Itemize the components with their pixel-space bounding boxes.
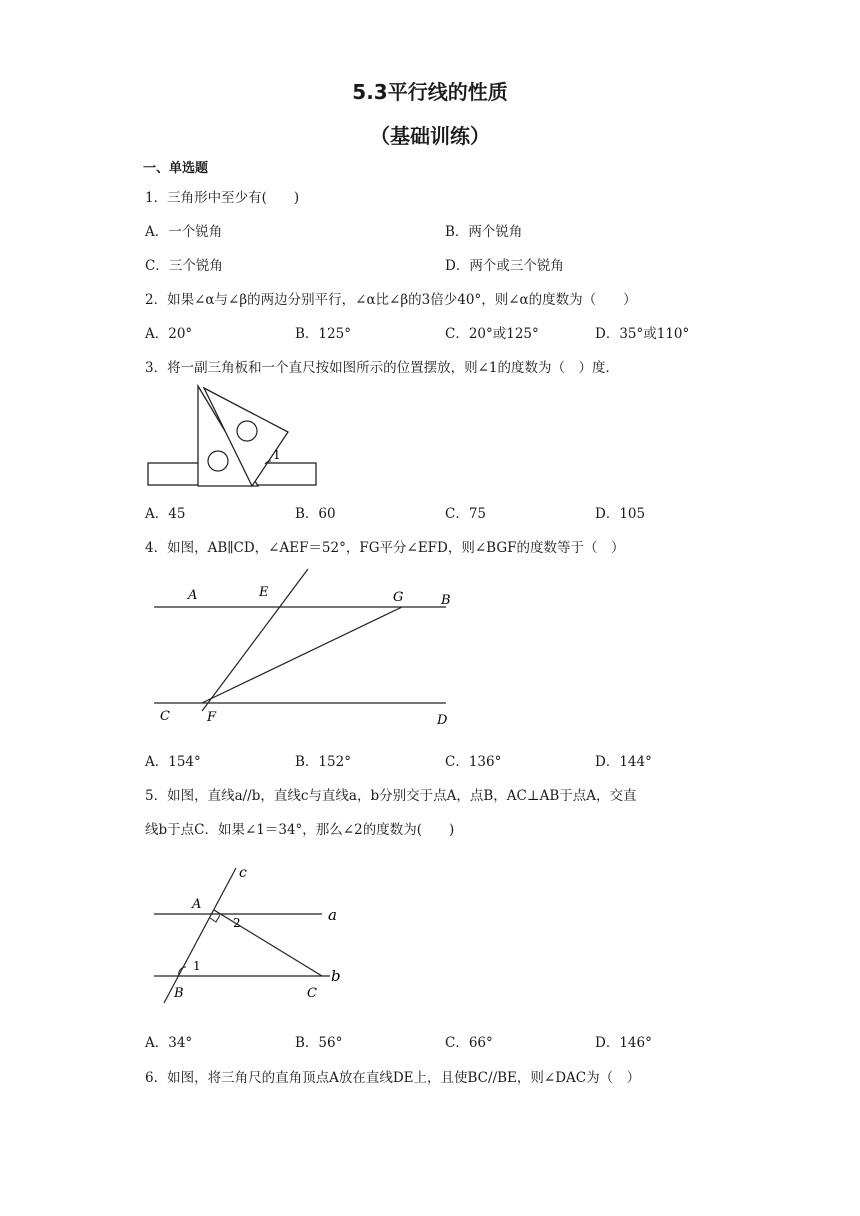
- section-heading: 一、单选题: [143, 161, 209, 176]
- question-1-stem: 1．三角形中至少有( ): [145, 190, 300, 206]
- question-5-option-b: B．56°: [295, 1035, 343, 1051]
- question-1-option-d: D．两个或三个锐角: [445, 258, 564, 274]
- question-2-stem: 2．如果∠α与∠β的两边分别平行，∠α比∠β的3倍少40°，则∠α的度数为（ ）: [145, 292, 637, 308]
- question-4-figure: [148, 566, 458, 732]
- right-angle-mark: [210, 915, 220, 922]
- question-5-option-d: D．146°: [595, 1035, 652, 1051]
- label-point-a: A: [192, 897, 202, 912]
- line-fg: [202, 607, 402, 703]
- segment-ac: [214, 910, 322, 976]
- question-4-stem: 4．如图，AB∥CD，∠AEF＝52°，FG平分∠EFD，则∠BGF的度数等于（ ）: [145, 540, 625, 556]
- question-4-option-a: A．154°: [145, 754, 201, 770]
- question-2-option-b: B．125°: [295, 326, 351, 342]
- question-5-option-c: C．66°: [445, 1035, 493, 1051]
- question-4-option-b: B．152°: [295, 754, 351, 770]
- question-1-option-c: C．三个锐角: [145, 258, 223, 274]
- label-angle-2: 2: [233, 916, 241, 930]
- question-5-stem-continued: 线b于点C．如果∠1＝34°，那么∠2的度数为( ): [145, 822, 455, 838]
- question-2-option-c: C．20°或125°: [445, 326, 539, 342]
- question-5-stem: 5．如图，直线a//b，直线c与直线a，b分别交于点A，点B，AC⊥AB于点A，交直: [145, 788, 637, 804]
- question-3-option-a: A．45: [145, 506, 186, 522]
- question-3-option-b: B．60: [295, 506, 336, 522]
- line-c: [164, 868, 236, 1003]
- label-a: A: [188, 588, 198, 603]
- label-angle-1: 1: [193, 959, 201, 973]
- page-title: 5.3平行线的性质: [352, 80, 508, 104]
- question-3-figure: [140, 383, 330, 491]
- question-3-option-c: C．75: [445, 506, 487, 522]
- question-4-option-c: C．136°: [445, 754, 502, 770]
- label-a-line: a: [328, 906, 337, 924]
- question-6-stem: 6．如图，将三角尺的直角顶点A放在直线DE上，且使BC//BE，则∠DAC为（ ）: [145, 1070, 641, 1086]
- question-3-stem: 3．将一副三角板和一个直尺按如图所示的位置摆放，则∠1的度数为（ ）度．: [145, 360, 619, 376]
- label-c-line: c: [239, 865, 247, 881]
- label-e: E: [259, 585, 269, 600]
- page-subtitle: （基础训练）: [370, 124, 490, 148]
- label-b-line: b: [331, 967, 341, 985]
- question-2-option-a: A．20°: [145, 326, 193, 342]
- question-1-option-b: B．两个锐角: [445, 224, 523, 240]
- label-point-c: C: [307, 986, 317, 1001]
- question-4-option-d: D．144°: [595, 754, 652, 770]
- label-f: F: [207, 710, 217, 725]
- angle-label: 1: [273, 448, 281, 462]
- question-5-option-a: A．34°: [145, 1035, 193, 1051]
- question-5-figure: [150, 860, 350, 1005]
- question-3-option-d: D．105: [595, 506, 646, 522]
- question-2-option-d: D．35°或110°: [595, 326, 690, 342]
- line-ef: [202, 569, 308, 711]
- label-point-b: B: [174, 986, 184, 1001]
- label-d: D: [437, 713, 448, 728]
- question-1-option-a: A．一个锐角: [145, 224, 223, 240]
- label-g: G: [393, 590, 404, 605]
- label-c: C: [160, 709, 170, 724]
- label-b: B: [441, 593, 451, 608]
